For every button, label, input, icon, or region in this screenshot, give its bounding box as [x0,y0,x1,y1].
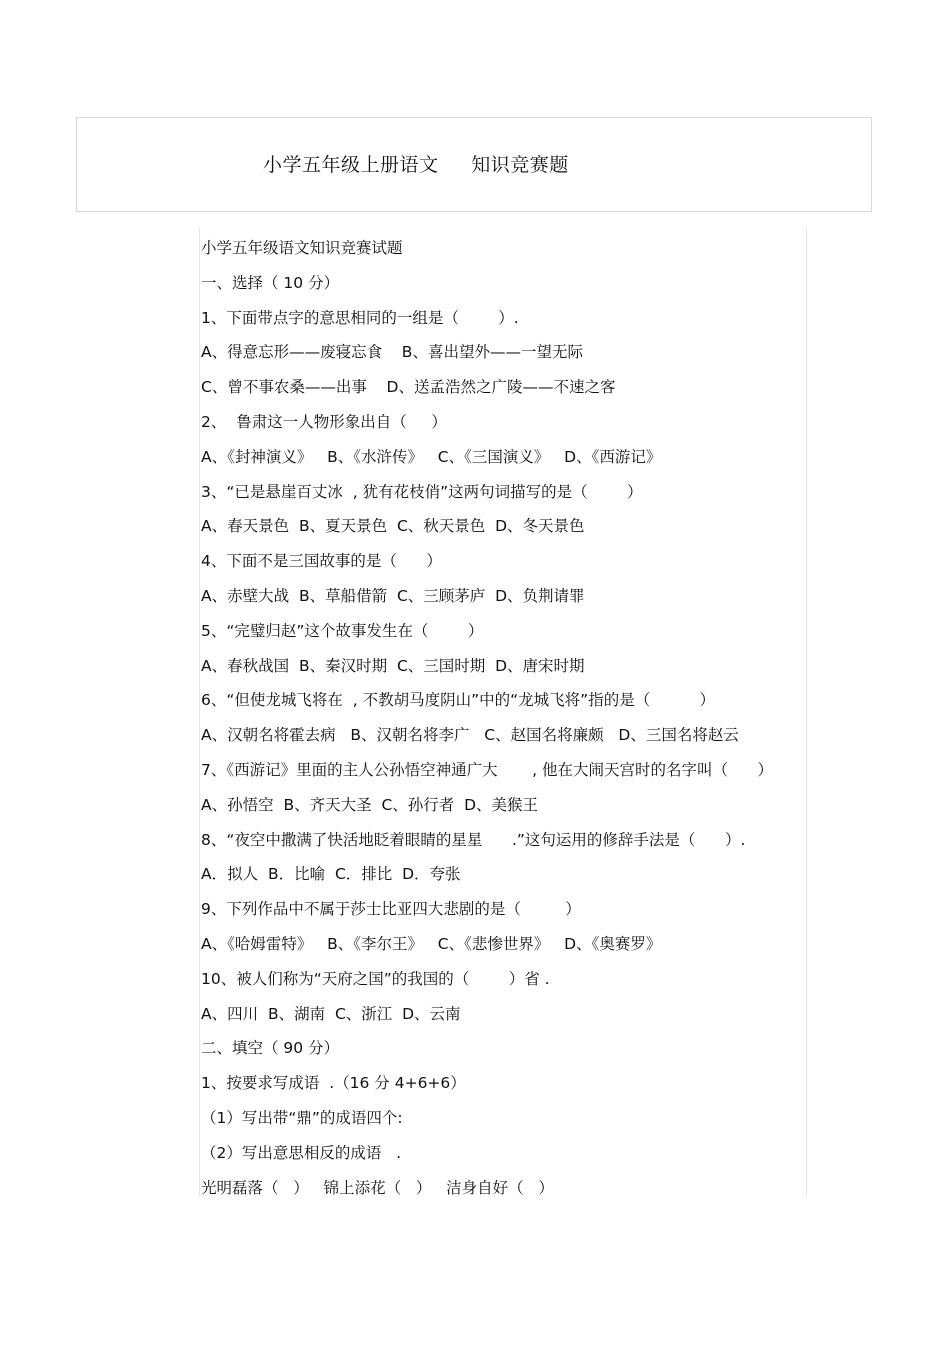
body-line: C、曾不事农桑——出事 D、送孟浩然之广陵——不速之客 [201,378,616,397]
body-line: 10、被人们称为“天府之国”的我国的（ ）省 . [201,969,550,988]
body-line: A、四川 B、湖南 C、浙江 D、云南 [201,1004,461,1023]
body-line: A、春秋战国 B、秦汉时期 C、三国时期 D、唐宋时期 [201,656,585,675]
body-line: A、得意忘形——废寝忘食 B、喜出望外——一望无际 [201,343,583,362]
body-line: 9、下列作品中不属于莎士比亚四大悲剧的是（ ） [201,900,581,919]
body-line: 1、下面带点字的意思相同的一组是（ ）. [201,308,519,327]
body-line: A、赤壁大战 B、草船借箭 C、三顾茅庐 D、负荆请罪 [201,586,585,605]
body-line: A．拟人 B．比喻 C．排比 D．夸张 [201,865,461,884]
body-line: 光明磊落（ ） 锦上添花（ ） 洁身自好（ ） [201,1178,554,1197]
body-line: 2、 鲁肃这一人物形象出自（ ） [201,412,447,431]
body-line: 8、“夜空中撒满了快活地眨着眼睛的星星 .”这句运用的修辞手法是（ ）. [201,830,746,849]
body-line: 7、《西游记》里面的主人公孙悟空神通广大 , 他在大闹天宫时的名字叫（ ） [201,760,774,779]
body-line: 1、按要求写成语 .（16 分 4+6+6） [201,1074,466,1093]
body-line: （1）写出带“鼎”的成语四个: [201,1108,403,1127]
header-box [76,117,872,212]
body-line: 5、“完璧归赵”这个故事发生在（ ） [201,621,484,640]
body-line: A、《哈姆雷特》 B、《李尔王》 C、《悲惨世界》 D、《奥赛罗》 [201,934,662,953]
body-line: 二、填空（ 90 分） [201,1039,340,1058]
body-line: A、《封神演义》 B、《水浒传》 C、《三国演义》 D、《西游记》 [201,447,662,466]
body-line: 4、下面不是三国故事的是（ ） [201,552,442,571]
body-line: A、春天景色 B、夏天景色 C、秋天景色 D、冬天景色 [201,517,585,536]
body-line: 3、“已是悬崖百丈冰 , 犹有花枝俏”这两句词描写的是（ ） [201,482,643,501]
body-line: A、孙悟空 B、齐天大圣 C、孙行者 D、美猴王 [201,795,539,814]
body-line: 一、选择（ 10 分） [201,273,340,292]
page-title: 小学五年级上册语文 知识竞赛题 [263,154,569,176]
body-line: 小学五年级语文知识竞赛试题 [201,239,403,257]
body-line: A、汉朝名将霍去病 B、汉朝名将李广 C、赵国名将廉颇 D、三国名将赵云 [201,726,739,745]
body-line: （2）写出意思相反的成语 . [201,1143,402,1162]
document-body [201,231,801,1205]
body-line: 6、“但使龙城飞将在 , 不教胡马度阴山”中的“龙城飞将”指的是（ ） [201,691,715,710]
